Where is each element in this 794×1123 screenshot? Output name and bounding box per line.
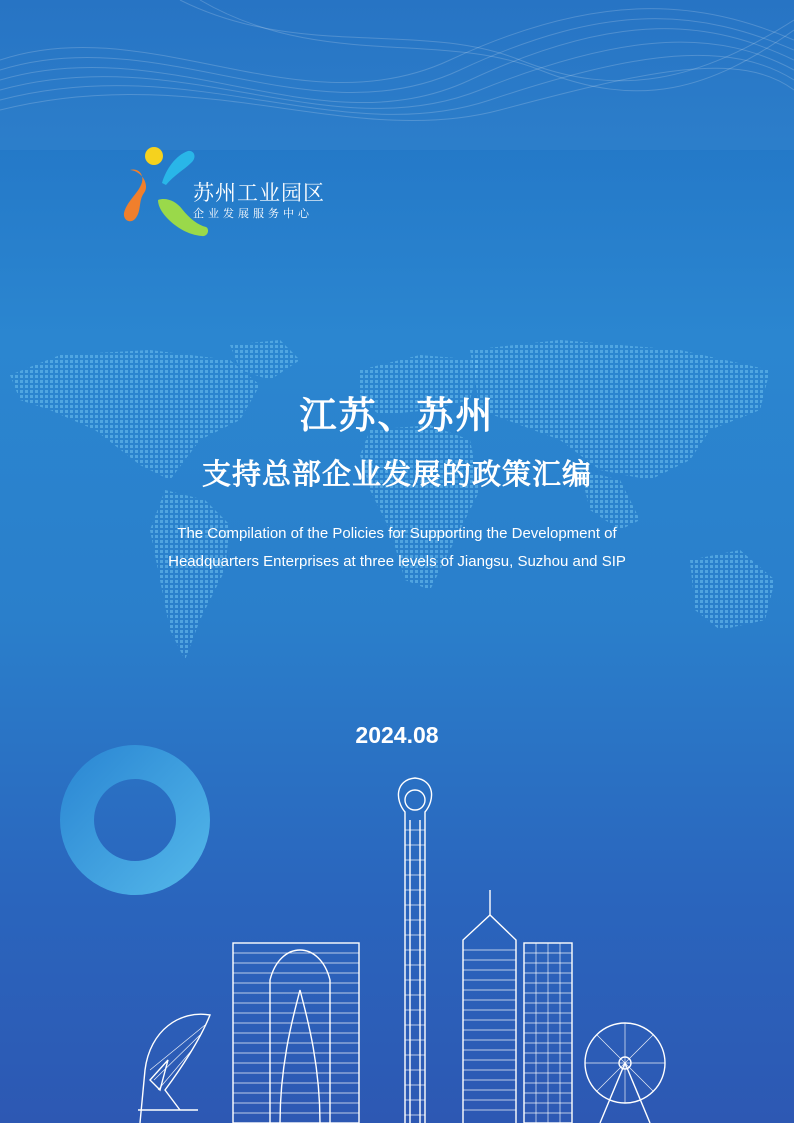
title-line-1: 江苏、苏州 [299,394,495,437]
publication-date: 2024.08 [355,722,439,748]
title-line-2: 支持总部企业发展的政策汇编 [201,457,592,491]
wave-lines-decoration [0,0,794,150]
brand-logo [118,145,358,240]
english-subtitle [60,520,734,576]
english-subtitle-line-2: Headquarters Enterprises at three levels of Jiangsu, Suzhou and SIP [168,553,626,570]
city-skyline-decoration [120,770,680,1123]
brand-name: 苏州工业园区 [193,181,325,205]
english-subtitle-line-1: The Compilation of the Policies for Supporting the Development of [177,525,617,542]
brand-subtitle: 企业发展服务中心 [193,207,313,220]
